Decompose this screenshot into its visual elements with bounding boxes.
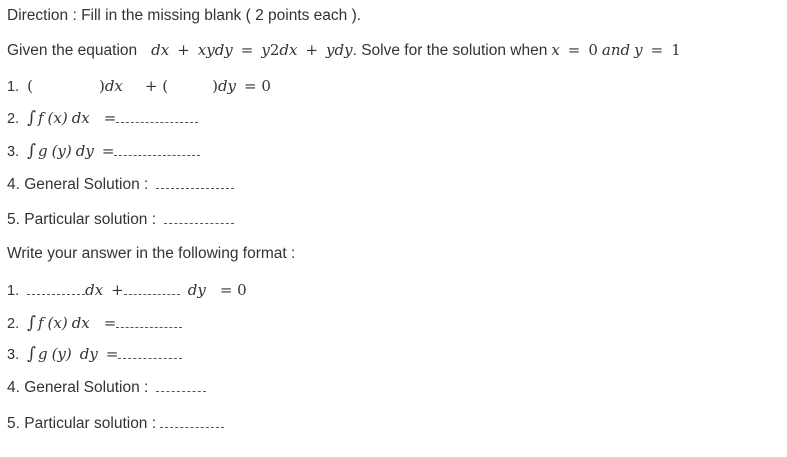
f5-blank[interactable] (160, 413, 224, 428)
format-2 (7, 313, 182, 334)
q5-blank[interactable] (164, 209, 234, 224)
eq-ydy: ydy (326, 41, 353, 59)
q3-blank[interactable] (114, 141, 200, 156)
f2-integral: ∫ (27, 313, 36, 333)
f2-f: f (37, 314, 44, 332)
direction-label: Direction : Fill in the missing blank ( 2 points each ). (7, 7, 362, 24)
given-prefix: Given the equation (7, 42, 138, 59)
q4-label: 4. General Solution : (7, 176, 149, 193)
question-3 (7, 141, 200, 162)
format-1 (7, 280, 247, 301)
cond-x: x (551, 41, 560, 59)
question-5 (7, 209, 234, 230)
f2-number: 2. (7, 316, 20, 332)
question-4 (7, 174, 234, 195)
f2-blank[interactable] (116, 313, 182, 328)
f3-equals: = (105, 345, 119, 363)
q2-dx: dx (71, 109, 90, 127)
q1-equals-zero: = 0 (244, 77, 271, 95)
f1-dy: dy (187, 281, 206, 299)
f3-integral: ∫ (27, 344, 36, 364)
format-4 (7, 377, 206, 398)
q2-x: (x) (47, 109, 68, 127)
cond-equals: = (567, 41, 581, 59)
f1-dx: dx (85, 281, 104, 299)
q1-dy: dy (217, 77, 237, 95)
q1-close-paren: ) (98, 77, 105, 95)
f1-equals-zero: = 0 (219, 281, 247, 299)
q2-blank[interactable] (116, 108, 198, 123)
eq-plus2: + (305, 41, 319, 59)
f3-g: g (37, 345, 48, 363)
f3-dy: dy (79, 345, 98, 363)
cond-one: 1 (671, 41, 681, 59)
q1-dx: dx (104, 77, 123, 95)
eq-dx: dx (151, 41, 170, 59)
q3-g: g (37, 142, 48, 160)
f1-number: 1. (7, 283, 20, 299)
cond-and: and (601, 41, 631, 59)
q1-number: 1. (7, 79, 20, 95)
f2-dx: dx (71, 314, 90, 332)
f1-plus: + (111, 281, 124, 299)
format-heading-text: Write your answer in the following format : (7, 245, 296, 262)
f1-blank-1[interactable] (27, 280, 85, 295)
cond-y: y (634, 41, 643, 59)
format-heading (7, 244, 295, 264)
q1-close-paren-2: ) (212, 77, 218, 95)
f3-blank[interactable] (118, 344, 182, 359)
f5-label: 5. Particular solution : (7, 415, 157, 432)
direction-text (7, 6, 361, 26)
eq-dx2: dx (279, 41, 298, 59)
q2-f: f (37, 109, 44, 127)
cond-zero: 0 (588, 41, 598, 59)
q3-number: 3. (7, 144, 20, 160)
format-5 (7, 413, 224, 434)
given-equation-line: Given the equation dx + xydy = y 2 dx + ydy . Solve for the solution when x = 0 and y = 1 (7, 41, 681, 59)
q5-label: 5. Particular solution : (7, 211, 157, 228)
f4-label: 4. General Solution : (7, 379, 149, 396)
q1-plus-open: + ( (144, 77, 169, 95)
question-2 (7, 108, 198, 129)
q3-equals: = (101, 142, 115, 160)
q4-blank[interactable] (156, 174, 234, 189)
format-3 (7, 344, 182, 365)
f1-blank-2[interactable] (124, 280, 180, 295)
cond-equals2: = (650, 41, 664, 59)
q1-open-paren: ( (27, 77, 33, 95)
given-mid: . Solve for the solution when (352, 42, 548, 59)
eq-plus: + (177, 41, 190, 59)
question-1 (7, 76, 271, 97)
q3-integral: ∫ (27, 141, 36, 161)
q2-number: 2. (7, 111, 20, 127)
f4-blank[interactable] (156, 377, 206, 392)
f2-equals: = (103, 314, 117, 332)
f3-number: 3. (7, 347, 20, 363)
f3-y: (y) (51, 345, 72, 363)
f2-x: (x) (47, 314, 68, 332)
eq-y: y (261, 41, 270, 59)
q2-equals: = (103, 109, 117, 127)
q3-y: (y) (51, 142, 72, 160)
eq-equals: = (240, 41, 254, 59)
q3-dy: dy (75, 142, 94, 160)
q2-integral: ∫ (27, 108, 36, 128)
eq-xydy: xydy (197, 41, 233, 59)
